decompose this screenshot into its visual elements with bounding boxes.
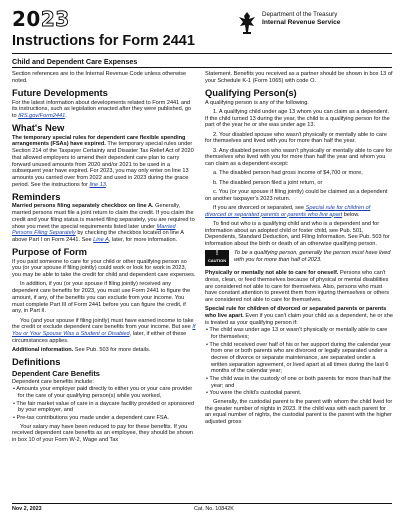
dependent-care-closing: Your salary may have been reduced to pay for these benefits. If you received dependent care benefits as an employee, they should be shown in box 10 of your Form W-2, Wage and Tax (12, 423, 193, 443)
qualifying-item-3b: b. The disabled person filed a joint return, or (213, 179, 323, 186)
agency-name (262, 11, 340, 27)
page-footer (12, 503, 392, 512)
physically-unable-text: Physically or mentally not able to care for oneself. Persons who can't dress, clean, or feed themselves because of physical or mental disabilities are considered not able to care for themselves. Also, persons who must have constant attention to prevent them from injuring themselves or others are considered not able to care for themselves. (205, 270, 390, 304)
eagle-logo-icon (236, 10, 258, 36)
student-or-disabled-link[interactable]: If You or Your Spouse Was a Student or Disabled (12, 324, 196, 337)
agency-line-2: Internal Revenue Service (262, 19, 341, 26)
qualifying-item-1: 1. A qualifying child under age 13 whom you can claim as a dependent. If the child turned 13 during the year, the child is a qualifying person for the part of the year he or she was under age 13. (205, 108, 390, 129)
qualifying-item-3a: a. The disabled person had gross income of $4,700 or more, (213, 170, 363, 177)
whats-new-heading: What's New (12, 122, 65, 134)
qualifying-intro: A qualifying person is any of the following. (205, 99, 309, 106)
list-item: • You were the child's custodial parent. (206, 390, 302, 397)
line-a-link[interactable]: Line A (93, 236, 109, 243)
header-rule (12, 53, 392, 54)
agency-block (236, 10, 392, 38)
agency-line-1: Department of the Treasury (262, 11, 338, 18)
year-suffix: 23 (40, 7, 70, 31)
reminders-heading: Reminders (12, 190, 61, 202)
caution-icon: ! CAUTION (205, 250, 229, 266)
future-developments-heading: Future Developments (12, 87, 108, 98)
caution-note (205, 250, 393, 266)
caution-text: To be a qualifying person, generally the person must have lived with you for more than half of 2023. (234, 250, 391, 263)
list-item: • The child received over half of his or her support during the calendar year from one or both parents who are divorced or legally separated under a decree of divorce or separate maintenance, are separated under a written separation agreement, or lived apart at all times during the last 6 months of the calendar year; (206, 341, 392, 375)
qualifying-item-3c: c. You (or your spouse if filing jointly) could be claimed as a dependent on another taxpayer's 2023 return. (205, 188, 388, 202)
list-item: • The fair market value of care in a daycare facility provided or sponsored by your employer, and (13, 400, 194, 414)
purpose-paragraph-1: If you paid someone to care for your child or other qualifying person so you (or your spouse if filing jointly) could work or look for work in 2023, you may be able to take the credit for child and dependent care expenses. (12, 258, 196, 279)
statement-continuation: Statement. Benefits you received as a partner should be shown in box 13 of your Schedule K-1 (Form 1065) with code O. (205, 71, 393, 84)
page-title: Instructions for Form 2441 (12, 33, 195, 49)
dependent-care-benefits-heading: Dependent Care Benefits (12, 368, 100, 378)
custodial-parent-text: Generally, the custodial parent is the parent with whom the child lived for the greater number of nights in 2023. If the child was with each parent for an equal number of nights, the custodial parent is the parent with the higher adjusted gross (205, 398, 393, 425)
married-filing-separately-link[interactable]: Married Persons Filing Separately (12, 223, 176, 237)
footer-date: Nov 2, 2023 (12, 506, 42, 512)
whats-new-text: The temporary special rules for dependent care flexible spending arrangements (FSAs) have expired. The temporary special rules under Section 214 of the Taxpayer Certainty and Disaster Tax Relief Act of 2020 that allowed employers to amend their dependent care plan to carry forward unused amounts from 2020 and/or 2021 to be used in a subsequent year have expired. For 2023, you may only enter on line 13 amounts you carried over from 2022 and used in 2023 during the grace period. See the instructions for line 13. (12, 134, 194, 188)
divorced-note: If you are divorced or separated, see Special rule for children of divorced or separated parents or parents who live apart below. (205, 204, 371, 218)
qualifying-item-3: 3. Any disabled person who wasn't physically or mentally able to care for themselves who lived with you for more than half the year and whom you can claim as a dependent except: (205, 147, 393, 167)
intro-text: Section references are to the Internal Revenue Code unless otherwise noted. (12, 71, 187, 84)
qualifying-persons-heading: Qualifying Person(s) (205, 87, 297, 98)
definitions-heading: Definitions (12, 356, 61, 368)
purpose-of-form-heading: Purpose of Form (12, 246, 88, 258)
list-item: • The child was under age 13 or wasn't physically or mentally able to care for themselves; (206, 327, 388, 341)
reminders-text: Married persons filing separately checkbox on line A. Generally, married persons must file a joint return to claim the credit. If you claim the credit and your filing status is married filing separately, you are required to show you meet the special requirements listed later under Married Persons Filing Separately by checking the checkbox located on line A above Part I on Form 2441. See Line A, later, for more information. (12, 203, 195, 243)
special-rule-link[interactable]: Special rule for children of divorced or separated parents or parents who live apart (205, 204, 371, 218)
list-item: • Amounts your employer paid directly to either you or your care provider for the care of your qualifying person(s) while you worked, (13, 386, 193, 400)
list-item: • The child was in the custody of one or both parents for more than half the year; and (206, 375, 391, 389)
subtitle-rule (12, 67, 392, 68)
year-prefix: 20 (12, 7, 41, 31)
special-rule-text: Special rule for children of divorced or separated parents or parents who live apart. Even if you can't claim your child as a dependent, he or she is treated as your qualifying person if: (205, 306, 393, 326)
catalog-number: Cat. No. 10842K (194, 506, 234, 512)
find-out-text: To find out who is a qualifying child and who is a dependent and for information about an adopted child or foster child, see Pub. 501, Dependents, Standard Deduction, and Filing Information. See Pub. 503 for information about the birth or death of an otherwise qualifying person. (205, 220, 390, 247)
purpose-paragraph-3: You (and your spouse if filing jointly) must have earned income to take the credit or exclude dependent care benefits from your income. But see If You or Your Spouse Was a Student or Disabled, later, if either of these circumstances applies. (12, 317, 196, 344)
form-year (12, 8, 70, 30)
left-column (12, 71, 196, 446)
additional-information: Additional information. See Pub. 503 for more details. (12, 346, 151, 353)
line-13-link[interactable]: line 13 (89, 181, 106, 188)
right-column (205, 71, 393, 428)
list-item: • Pre-tax contributions you made under a dependent care FSA. (13, 414, 169, 421)
page-subtitle: Child and Dependent Care Expenses (12, 57, 138, 66)
form2441-link[interactable]: IRS.gov/Form2441 (18, 112, 66, 119)
purpose-paragraph-2: In addition, if you (or your spouse if filing jointly) received any dependent care benefits for 2023, you must use Form 2441 to figure the amount, if any, of the benefits you can exclude from your income. You must complete Part III of Form 2441 before you can figure the credit, if any, in Part II. (12, 281, 191, 315)
qualifying-item-2: 2. Your disabled spouse who wasn't physically or mentally able to care for themselves and lived with you for more than half the year. (205, 131, 387, 145)
dependent-care-intro: Dependent care benefits include: (12, 378, 94, 385)
future-developments-text: For the latest information about developments related to Form 2441 and its instructions, such as legislation enacted after they were published, go to IRS.gov/Form2441. (12, 99, 192, 119)
